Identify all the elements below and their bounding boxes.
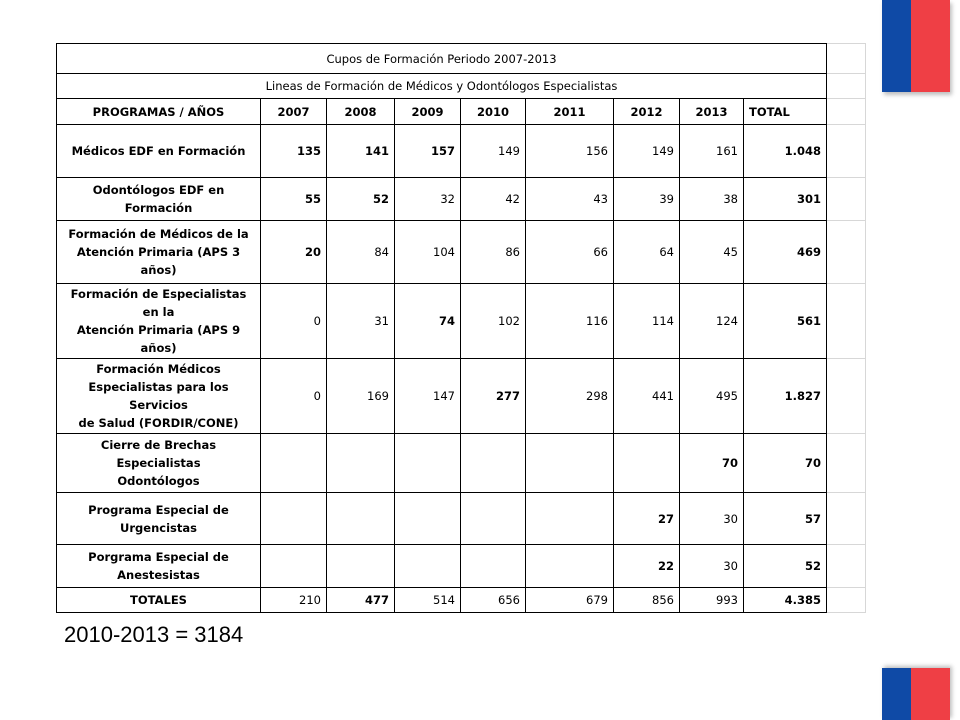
cell-value: 39 bbox=[614, 178, 680, 221]
flag-red-stripe bbox=[911, 668, 950, 720]
table-title: Cupos de Formación Periodo 2007-2013 bbox=[57, 44, 827, 74]
cell-value bbox=[261, 545, 327, 588]
footer-note: 2010-2013 = 3184 bbox=[64, 622, 244, 647]
flag-red-stripe bbox=[911, 0, 950, 92]
training-slots-table bbox=[56, 43, 827, 613]
row-total: 57 bbox=[744, 493, 827, 545]
cell-value bbox=[327, 545, 395, 588]
totals-value: 679 bbox=[526, 588, 614, 613]
table-subtitle: Lineas de Formación de Médicos y Odontólogos Especialistas bbox=[57, 74, 827, 99]
row-label bbox=[57, 284, 261, 359]
row-label-line: Anestesistas bbox=[117, 568, 200, 582]
grid-extension-vertical bbox=[865, 43, 866, 613]
row-label bbox=[57, 125, 261, 178]
header-year: 2011 bbox=[526, 99, 614, 125]
row-total: 469 bbox=[744, 221, 827, 284]
row-total: 301 bbox=[744, 178, 827, 221]
cell-value: 116 bbox=[526, 284, 614, 359]
flag-blue-stripe bbox=[882, 0, 911, 92]
grid-extension-line bbox=[826, 177, 866, 178]
cell-value: 52 bbox=[327, 178, 395, 221]
cell-value: 169 bbox=[327, 359, 395, 434]
cell-value: 102 bbox=[461, 284, 526, 359]
cell-value: 70 bbox=[680, 434, 744, 493]
row-label-line: Formación de Médicos de la bbox=[68, 227, 249, 241]
totals-value: 477 bbox=[327, 588, 395, 613]
row-label bbox=[57, 434, 261, 493]
grid-extension-line bbox=[826, 283, 866, 284]
cell-value: 157 bbox=[395, 125, 461, 178]
grid-extension-line bbox=[826, 544, 866, 545]
table-row bbox=[57, 221, 827, 284]
cell-value bbox=[327, 434, 395, 493]
row-total: 52 bbox=[744, 545, 827, 588]
grid-extension-line bbox=[826, 612, 866, 613]
cell-value: 277 bbox=[461, 359, 526, 434]
cell-value bbox=[461, 545, 526, 588]
cell-value: 495 bbox=[680, 359, 744, 434]
row-label-line: de Salud (FORDIR/CONE) bbox=[78, 416, 239, 430]
cell-value: 66 bbox=[526, 221, 614, 284]
totals-value: 210 bbox=[261, 588, 327, 613]
row-total: 70 bbox=[744, 434, 827, 493]
row-label-line: Especialistas para los Servicios bbox=[88, 380, 229, 412]
row-label-line: Porgrama Especial de bbox=[88, 550, 229, 564]
grid-extension-line bbox=[826, 220, 866, 221]
totals-value: 514 bbox=[395, 588, 461, 613]
table-subtitle-row bbox=[57, 74, 827, 99]
grand-total: 4.385 bbox=[744, 588, 827, 613]
cell-value: 149 bbox=[461, 125, 526, 178]
grid-extension-line bbox=[826, 433, 866, 434]
table-row bbox=[57, 125, 827, 178]
row-label bbox=[57, 359, 261, 434]
row-total: 561 bbox=[744, 284, 827, 359]
cell-value: 104 bbox=[395, 221, 461, 284]
cell-value: 0 bbox=[261, 284, 327, 359]
cell-value: 0 bbox=[261, 359, 327, 434]
cell-value bbox=[395, 493, 461, 545]
cell-value: 441 bbox=[614, 359, 680, 434]
cell-value bbox=[526, 434, 614, 493]
table-title-row bbox=[57, 44, 827, 74]
row-label bbox=[57, 545, 261, 588]
cell-value: 124 bbox=[680, 284, 744, 359]
cell-value: 156 bbox=[526, 125, 614, 178]
cell-value: 32 bbox=[395, 178, 461, 221]
table-row bbox=[57, 493, 827, 545]
table-header-row bbox=[57, 99, 827, 125]
row-label-line: Programa Especial de bbox=[88, 502, 229, 517]
header-programs-years: PROGRAMAS / AÑOS bbox=[57, 99, 261, 125]
table-row bbox=[57, 359, 827, 434]
row-label-line: Formación de Especialistas en la bbox=[70, 287, 247, 319]
cell-value: 30 bbox=[680, 545, 744, 588]
cell-value bbox=[461, 434, 526, 493]
totals-value: 993 bbox=[680, 588, 744, 613]
cell-value: 86 bbox=[461, 221, 526, 284]
cell-value: 147 bbox=[395, 359, 461, 434]
header-year: 2010 bbox=[461, 99, 526, 125]
header-total: TOTAL bbox=[744, 99, 827, 125]
row-label bbox=[57, 178, 261, 221]
row-total: 1.827 bbox=[744, 359, 827, 434]
cell-value: 42 bbox=[461, 178, 526, 221]
cell-value: 45 bbox=[680, 221, 744, 284]
cell-value: 22 bbox=[614, 545, 680, 588]
header-year: 2008 bbox=[327, 99, 395, 125]
totals-value: 656 bbox=[461, 588, 526, 613]
cell-value: 161 bbox=[680, 125, 744, 178]
cell-value: 31 bbox=[327, 284, 395, 359]
row-label-line: Médicos EDF en Formación bbox=[71, 144, 246, 158]
row-label-line: Cierre de Brechas Especialistas bbox=[100, 438, 217, 470]
grid-extension-line bbox=[826, 73, 866, 74]
cell-value bbox=[395, 434, 461, 493]
grid-extension-line bbox=[826, 124, 866, 125]
cell-value: 298 bbox=[526, 359, 614, 434]
cell-value: 55 bbox=[261, 178, 327, 221]
cell-value: 43 bbox=[526, 178, 614, 221]
cell-value: 20 bbox=[261, 221, 327, 284]
cell-value bbox=[327, 493, 395, 545]
flag-blue-stripe bbox=[882, 668, 911, 720]
cell-value bbox=[395, 545, 461, 588]
cell-value bbox=[461, 493, 526, 545]
table-row bbox=[57, 545, 827, 588]
cell-value: 149 bbox=[614, 125, 680, 178]
grid-extension-line bbox=[826, 358, 866, 359]
row-label bbox=[57, 493, 261, 545]
flag-decoration-top bbox=[882, 0, 950, 92]
cell-value: 141 bbox=[327, 125, 395, 178]
cell-value bbox=[526, 493, 614, 545]
cell-value: 30 bbox=[680, 493, 744, 545]
row-label bbox=[57, 221, 261, 284]
table-row bbox=[57, 434, 827, 493]
cell-value bbox=[261, 434, 327, 493]
cell-value: 27 bbox=[614, 493, 680, 545]
cell-value bbox=[614, 434, 680, 493]
row-label-line: Odontólogos bbox=[117, 474, 200, 488]
table-row bbox=[57, 284, 827, 359]
header-year: 2009 bbox=[395, 99, 461, 125]
cell-value: 74 bbox=[395, 284, 461, 359]
flag-decoration-bottom bbox=[882, 668, 950, 720]
header-year: 2013 bbox=[680, 99, 744, 125]
row-label-line: Atención Primaria (APS 3 años) bbox=[76, 245, 241, 277]
grid-extension-line bbox=[826, 492, 866, 493]
row-label-line: Atención Primaria (APS 9 años) bbox=[76, 323, 241, 355]
totals-label: TOTALES bbox=[57, 588, 261, 613]
row-label-line: Urgencistas bbox=[120, 520, 197, 535]
header-year: 2007 bbox=[261, 99, 327, 125]
grid-extension-line bbox=[826, 587, 866, 588]
cell-value bbox=[261, 493, 327, 545]
cell-value: 38 bbox=[680, 178, 744, 221]
row-label-line: Odontólogos EDF en Formación bbox=[92, 183, 225, 215]
table-row bbox=[57, 178, 827, 221]
grid-extension-line bbox=[826, 98, 866, 99]
grid-extension-line bbox=[826, 43, 866, 44]
cell-value: 114 bbox=[614, 284, 680, 359]
row-total: 1.048 bbox=[744, 125, 827, 178]
cell-value: 135 bbox=[261, 125, 327, 178]
cell-value: 64 bbox=[614, 221, 680, 284]
cell-value: 84 bbox=[327, 221, 395, 284]
totals-value: 856 bbox=[614, 588, 680, 613]
cell-value bbox=[526, 545, 614, 588]
totals-row bbox=[57, 588, 827, 613]
header-year: 2012 bbox=[614, 99, 680, 125]
row-label-line: Formación Médicos bbox=[96, 362, 221, 376]
